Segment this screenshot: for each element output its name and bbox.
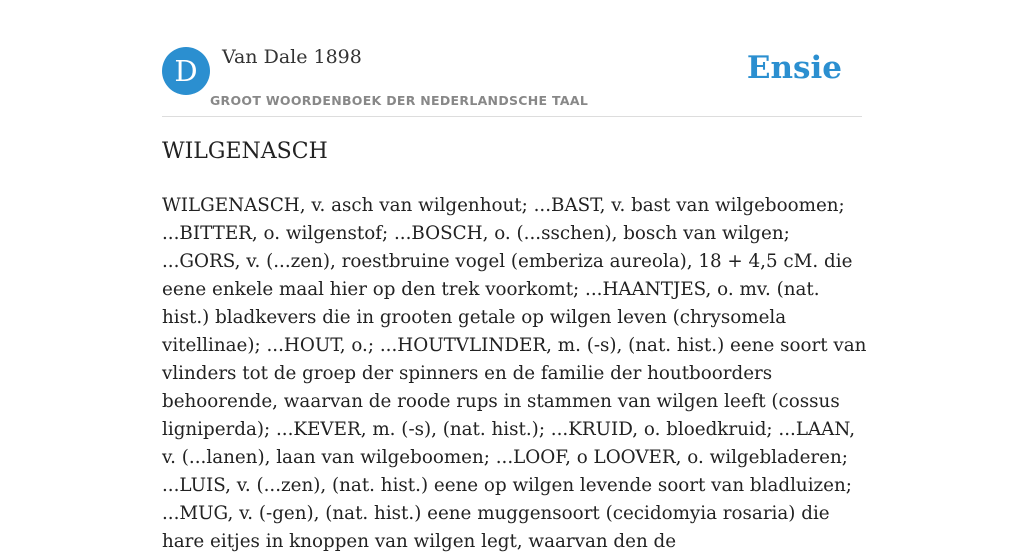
source-title[interactable]: Van Dale 1898	[222, 46, 362, 68]
source-logo-icon[interactable]: D	[162, 47, 210, 95]
entry-definition: WILGENASCH, v. asch van wilgenhout; ...BAST, v. bast van wilgeboomen; ...BITTER, o. wilgenstof; ...BOSCH, o. (...sschen), bosch van wilgen; ...GORS, v. (...zen), roestbruine vogel (emberiza aureola), 18 + 4,5 cM. die eene enkele maal hier op den trek voorkomt; ...HAANTJES, o. mv. (nat. hist.) bladkevers die in grooten getale op wilgen leven (chrysomela vitellinae); ...HOUT, o.; ...HOUTVLINDER, m. (-s), (nat. hist.) eene soort van vlinders tot de groep der spinners en de familie der houtboorders behoorende, waarvan de roode rups in stammen van wilgen leeft (cossus ligniperda); ...KEVER, m. (-s), (nat. hist.); ...KRUID, o. bloedkruid; ...LAAN, v. (...lanen), laan van wilgeboomen; ...LOOF, o LOOVER, o. wilgebladeren; ...LUIS, v. (...zen), (nat. hist.) eene op wilgen levende soort van bladluizen; ...MUG, v. (-gen), (nat. hist.) eene muggensoort (cecidomyia rosaria) die hare eitjes in knoppen van wilgen legt, waarvan den de	[162, 195, 867, 552]
dictionary-header	[162, 46, 862, 117]
entry-title: WILGENASCH	[162, 139, 328, 164]
source-subtitle: GROOT WOORDENBOEK DER NEDERLANDSCHE TAAL	[210, 93, 589, 108]
ensie-logo-link[interactable]: Ensie	[746, 50, 842, 86]
